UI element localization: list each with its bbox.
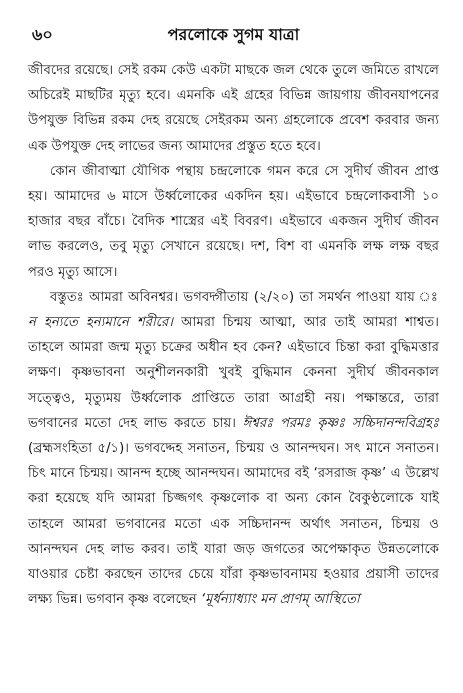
body-text (28, 58, 439, 612)
page-number: ৬০ (32, 25, 53, 44)
paragraph-3-text-3: (ব্রহ্মসংহিতা ৫/১)। ভগবদ্দেহ সনাতন, চিন্ময় ও আনন্দঘন। সৎ মানে সনাতন। চিৎ মানে চিন্ময়। আনন্দ হচ্ছে আনন্দঘন। আমাদের বই ‘রসরাজ কৃষ্ণ’ এ উল্লেখ করা হয়েছে যদি আমরা চিজ্জগৎ কৃষ্ণলোক বা অন্য কোন বৈকুণ্ঠলোকে যাই তাহলে আমরা ভগবানের মতো এক সচ্চিদানন্দ অর্থাৎ সনাতন, চিন্ময় ও আনন্দঘন দেহ লাভ করব। তাই যারা জড় জগতের অপেক্ষাকৃত উন্নতলোকে যাওয়ার চেষ্টা করছেন তাদের চেয়ে যাঁরা কৃষ্ণভাবনাময় হওয়ার প্রয়াসী তাদের লক্ষ্য ভিন্ন। ভগবান কৃষ্ণ বলেছেন (28, 441, 439, 608)
running-head-title: পরলোকে সুগম যাত্রা (167, 25, 300, 44)
krishna-quote: ‘মূর্ধন্যাধ্যাং মন প্রাণম্ আস্থিতো (200, 592, 360, 608)
paragraph-3-text-2: আমরা চিন্ময় আত্মা, আর তাই আমরা শাশ্বত। তাহলে আমরা জন্ম মৃত্যু চক্রের অধীন হব কেন? এইভাবে চিন্তা করা বুদ্ধিমত্তার লক্ষণ। কৃষ্ণভাবনা অনুশীলনকারী খুবই বুদ্ধিমান কেননা সুদীর্ঘ জীবনকাল সত্ত্বেও, মৃত্যুময় উর্ধ্বলোক প্রাপ্তিতে তারা আগ্রহী নয়। পক্ষান্তরে, তারা ভগবানের মতো দেহ লাভ করতে চায়। (28, 315, 440, 431)
brahma-samhita-quote: ঈশ্বরঃ পরমঃ কৃষ্ণঃ সচ্চিদানন্দবিগ্রহঃ (242, 415, 439, 431)
page-header (28, 22, 439, 48)
paragraph-3-text-1: বস্তুতঃ আমরা অবিনশ্বর। ভগবদ্গীতায় (২/২০) তা সমর্থন পাওয়া যায় ঃ (50, 289, 439, 305)
paragraph-2: কোন জীবাত্মা যৌগিক পন্থায় চন্দ্রলোকে গমন করে সে সুদীর্ঘ জীবন প্রাপ্ত হয়। আমাদের ৬ মাসে উর্ধ্বলোকের একদিন হয়। এইভাবে চন্দ্রলোকবাসী ১০ হাজার বছর বাঁচে। বৈদিক শাস্ত্রের এই বিবরণ। এইভাবে একজন সুদীর্ঘ জীবন লাভ করলেও, তবু মৃত্যু সেখানে রয়েছে। দশ, বিশ বা এমনকি লক্ষ লক্ষ বছর পরও মৃত্যু আসে। (28, 163, 439, 280)
paragraph-3 (28, 285, 439, 613)
gita-quote: ন হন্যতে হন্যমানে শরীরে। (28, 315, 174, 331)
paragraph-1: জীবদের রয়েছে। সেই রকম কেউ একটা মাছকে জল থেকে তুলে জমিতে রাখলে অচিরেই মাছটির মৃত্যু হবে। এমনকি এই গ্রহের বিভিন্ন জায়গায় জীবনযাপনের উপযুক্ত বিভিন্ন রকম দেহ রয়েছে সেইরকম অন্য গ্রহলোকে প্রবেশ করবার জন্য এক উপযুক্ত দেহ লাভের জন্য আমাদের প্রস্তুত হতে হবে। (28, 63, 439, 154)
